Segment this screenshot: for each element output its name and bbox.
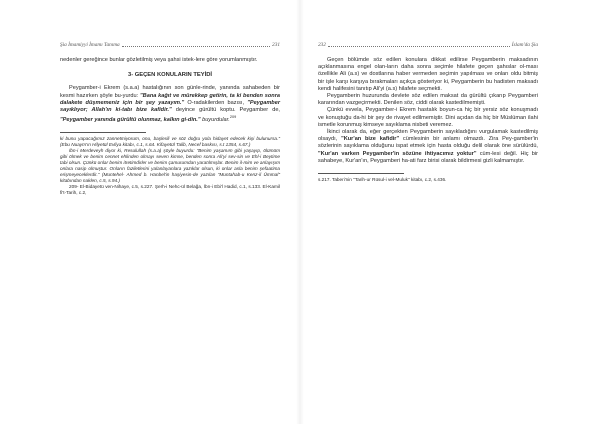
paragraph-4 <box>318 129 538 165</box>
para-c: deyince gürültü koptu. Peygamber de, <box>171 107 280 114</box>
left-page-header <box>60 40 280 48</box>
footnote-rule <box>318 173 404 174</box>
footnote-ibn-merdeveyh: İbn-i Merdeveyh diyor ki, Resulullah (s.a.a) şöyle buyurdu: "Benim yaşamım gibi yaşayıp, ölümüm gibi ölmek ve benim cennet ehlinden olmayı seven kimse, benden sonra Ali'yi sev-sin ve Ehl-i Beytime tabi olsun. Çünkü onlar benim itretimdirler ve benim çamurumdan yaratılmışlar. Benim il-mim ve anlayışım onlara nasip olmuştur. Onların faziletlerini yalanlayanlara yazıklar olsun, ki onlar asla benim şefaatima erişmeyeceklerdir." (Muntehel- Ahmed b. Hanbel'in haşiyesin-de yazılan "Muntahab-u Kenz-il Ümmal" kitabından naklen, c.5, s.94.) <box>60 148 280 184</box>
right-page <box>318 40 538 183</box>
intro-paragraph: nedenler gereğince bunlar gözletilmiş veya şahsi istek-lere göre yorumlanmıştır. <box>60 57 258 63</box>
right-page-number: 232 <box>318 42 326 48</box>
footnote-continued: ki bunu yapacağımız zannetmiyorum, onu, başlerili ve söz doğru yola hidayet edecek kişi bulunursa." (Ebu Nuaym'ın Hilyetül Evliya kitabı, c.1, s.64. Kifayetül Talib, Necef baskısı, s.t 1354, s.67.) <box>60 136 280 148</box>
para-a: Peygamber-i Ekrem (s.a.a) hastalığının son günle-rinde, yanında sahabeden bir kesmi hazırken şöyle bu-yurdu: <box>60 85 280 99</box>
right-page-header <box>318 40 538 48</box>
right-body <box>318 57 538 165</box>
footnote-continued-right: s.217. Taberi'nin "Tarih-ur Rüsul-i vel-Muluk" kitabı, c.2, s.436. <box>318 177 447 183</box>
quote-1: "Bana kağıt ve mürekkep getirin, ta ki benden sonra dalakete düşmemeniz için bir şey yazayım." <box>60 92 280 106</box>
left-page-number: 231 <box>272 42 280 48</box>
paragraph-3: Çünkü evvela, Peygamber-i Ekrem hastalık boyun-ca hiç bir yersiz söz konuşmadı ve konuştuğu da-hi bir şey de rivayet edilmemiştir. Dini açıdan da hiç bir Müslüman ilahi ismetle korunmuş kimseye sayıklama nisbeti veremez. <box>318 107 538 128</box>
para-4-mid: cümlesinin bir anlamı olmazdı. Zira Pey-gamber'in sözlerinin sayıklama olduğunu ispat etmek için hasta olduğu delil olarak öne sürülürdü, <box>318 136 538 150</box>
para-d: buyurdular. <box>202 117 230 124</box>
para-4-end: cüm-lesi değil. Hiç bir sahabeye, Kur'an'ın, Peygamberi ha-ati farz birisi olarak bildirmesi gizli kalmamıştır. <box>318 150 539 164</box>
left-body <box>60 57 280 124</box>
footnote-209: 209- El-Bidayetü ven-Nihaye, c.5, s.227. Şerh-i Nehc-ül Belağa, İbn-i Ebi'l Hadid, c.1, s.133. El-Kamil fi't-Tarih, c.2, <box>60 184 280 196</box>
left-footnotes <box>60 136 280 196</box>
book-gutter <box>296 0 304 424</box>
left-page <box>60 40 280 196</box>
quote-3: "Peygamber yanında gürültü olunmaz, kalkın gi-din." <box>60 117 201 124</box>
para-b: O-radakilerden bazısı, <box>184 99 248 106</box>
main-paragraph <box>60 85 280 124</box>
left-header-title: Şia İmamiyyi İmamı Tanıma <box>60 42 120 48</box>
right-footnotes <box>318 177 538 183</box>
header-dot-leader <box>328 46 510 47</box>
footnote-marker: 209 <box>229 115 237 120</box>
para-4-start: İkinci olarak da, eğer gerçekten Peygamberin sayıkladığını vurgulamak kastedilmiş olsaydı, <box>318 129 538 143</box>
paragraph-2: Peygamberin huzurunda devlete söz edilen maksat da gürültü çıkarıp Peygamberi kararından vazgeçirmekti. Denilen söz, ciddi olarak kastedilmemişti. <box>318 93 538 107</box>
section-heading: 3- GEÇEN KONULARIN TEYİDİ <box>127 72 213 79</box>
right-header-title: İslam'da Şia <box>511 42 538 48</box>
footnote-rule <box>60 132 146 133</box>
para-4-quote-2: "Kur'an varken Peygamber'in sözüne ihtiyacımız yoktur" <box>318 150 477 157</box>
para-4-quote-1: "Kur'an bize kafidir" <box>341 136 400 143</box>
header-dot-leader <box>122 46 270 47</box>
quote-2: "Peygamber sayıklıyor; Allah'ın ki-tabı bize kafidir." <box>60 99 280 114</box>
paragraph-1: Geçen bölümde söz edilen konulara dikkat edilirse Peygamberin maksadının açıklanmasına engel olan-ların daha sonra seçimle hilafete geçen şahıslar ol-ması özellikle Ali (a.s) ve dostlarına haber vermeden seçimin yapılması ve onları oldu bitmiş bir işle karşı karşıya bırakmaları açıkça gösteriyor ki, Peygamberin bu hadisten maksadı kendi halifesini tanıtıp Ali'yi (a.s) hilafete seçmekti. <box>318 57 538 92</box>
